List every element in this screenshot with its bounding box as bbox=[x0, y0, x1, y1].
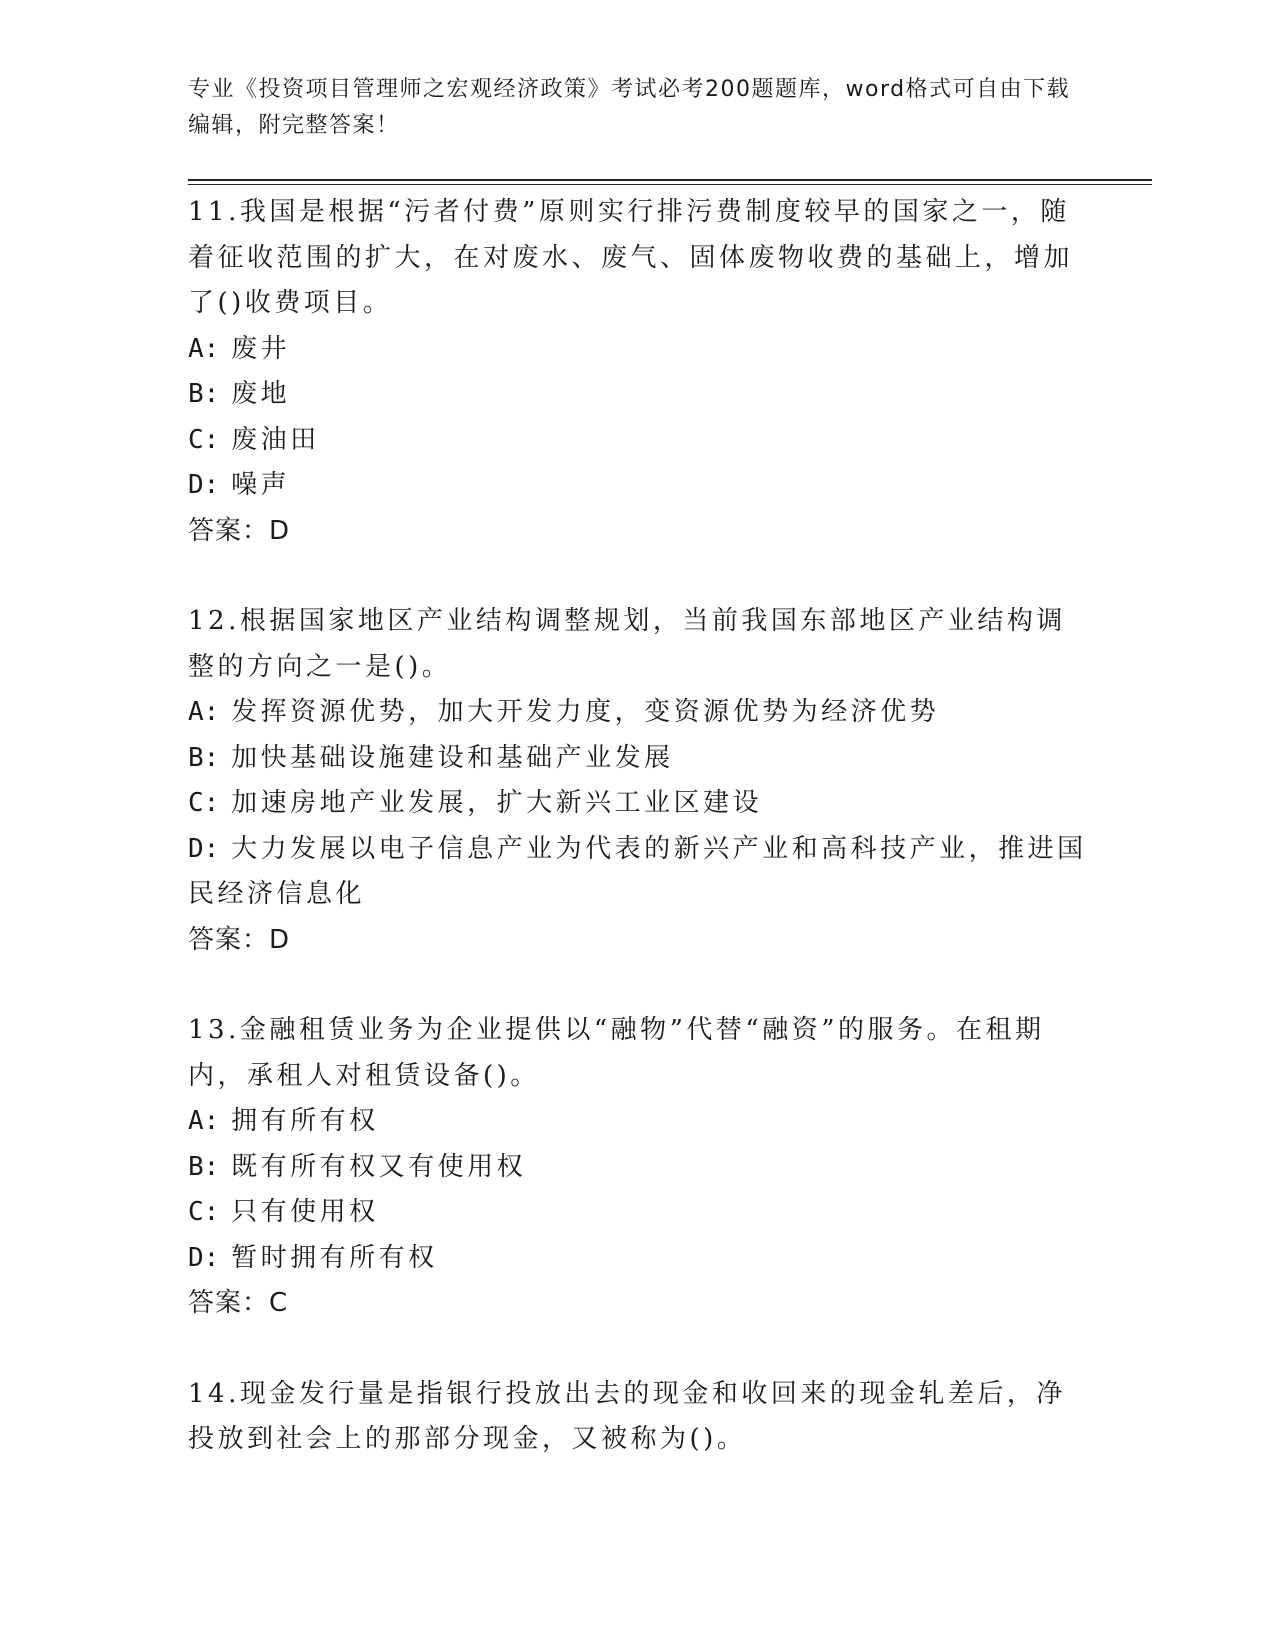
option-c: C: 废油田 bbox=[188, 424, 320, 455]
answer-line: 答案：D bbox=[188, 924, 291, 955]
option-a: A: 发挥资源优势，加大开发力度，变资源优势为经济优势 bbox=[188, 697, 940, 727]
question-13 bbox=[188, 1008, 1088, 1327]
question-list bbox=[188, 190, 1088, 1508]
question-stem: 13.金融租赁业务为企业提供以“融物”代替“融资”的服务。在租期内，承租人对租赁设备()。 bbox=[188, 1015, 1045, 1091]
option-b: B: 既有所有权又有使用权 bbox=[188, 1151, 527, 1182]
option-c: C: 只有使用权 bbox=[188, 1197, 379, 1227]
option-b: B: 废地 bbox=[188, 379, 291, 409]
question-stem: 12.根据国家地区产业结构调整规划，当前我国东部地区产业结构调整的方向之一是()。 bbox=[188, 606, 1066, 682]
answer-line: 答案：C bbox=[188, 1288, 289, 1318]
question-stem: 14.现金发行量是指银行投放出去的现金和收回来的现金轧差后，净投放到社会上的那部分现金，又被称为()。 bbox=[188, 1378, 1066, 1454]
question-14 bbox=[188, 1372, 1088, 1463]
option-d: D: 噪声 bbox=[188, 470, 291, 500]
option-a: A: 拥有所有权 bbox=[188, 1106, 379, 1136]
header-divider-thick bbox=[188, 179, 1152, 181]
document-header: 专业《投资项目管理师之宏观经济政策》考试必考200题题库，word格式可自由下载编辑，附完整答案！ bbox=[188, 77, 1071, 138]
question-12 bbox=[188, 599, 1088, 963]
question-stem: 11.我国是根据“污者付费”原则实行排污费制度较早的国家之一，随着征收范围的扩大，在对废水、废气、固体废物收费的基础上，增加了()收费项目。 bbox=[188, 197, 1074, 318]
option-c: C: 加速房地产业发展，扩大新兴工业区建设 bbox=[188, 788, 763, 818]
header-divider-thin bbox=[188, 184, 1152, 185]
question-11 bbox=[188, 190, 1088, 554]
answer-line: 答案：D bbox=[188, 515, 291, 546]
option-d: D: 暂时拥有所有权 bbox=[188, 1242, 438, 1273]
option-a: A: 废井 bbox=[188, 333, 291, 364]
option-d: D: 大力发展以电子信息产业为代表的新兴产业和高科技产业，推进国民经济信息化 bbox=[188, 833, 1087, 909]
option-b: B: 加快基础设施建设和基础产业发展 bbox=[188, 742, 674, 773]
